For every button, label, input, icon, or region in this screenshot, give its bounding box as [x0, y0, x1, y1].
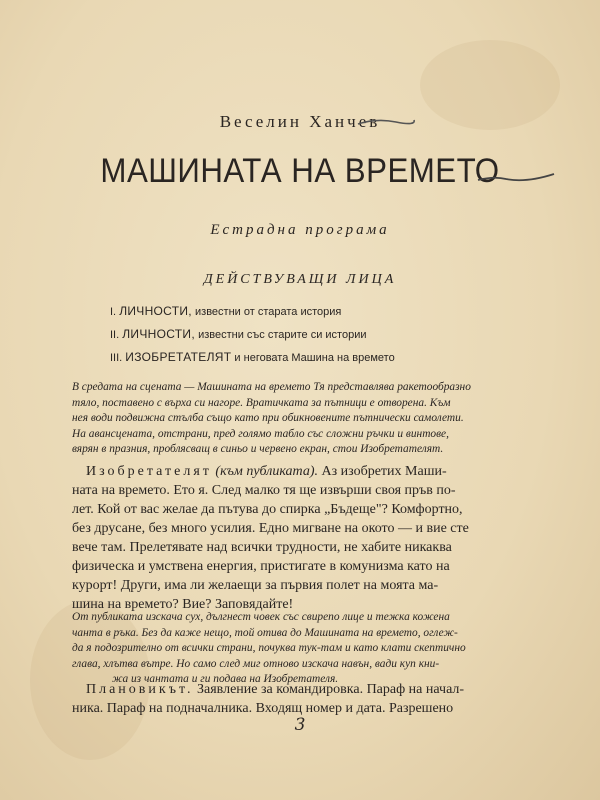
cast-item: [110, 346, 395, 369]
stage-direction-line: чанта в ръка. Без да каже нещо, той отива до Машината на времето, оглеж-: [72, 626, 458, 639]
author-name: Веселин Ханчев: [219, 112, 381, 131]
speech-line: курорт! Други, има ли желаещи за първия полет на моята ма-: [72, 578, 439, 593]
stage-direction-line: нея води подвижна стълба също като при обикновените пътнически самолети.: [72, 412, 464, 425]
stage-direction-line: да я подозрително от всички страни, почуква тук-там и като клати скептично: [72, 642, 466, 655]
cast-description: известни от старата история: [195, 306, 342, 318]
stage-direction-line: На авансцената, отстрани, пред голямо табло със сложни ръчки и винтове,: [72, 427, 449, 440]
cast-item: [110, 300, 395, 323]
cast-role: ЛИЧНОСТИ,: [122, 327, 195, 341]
cast-role: ИЗОБРЕТАТЕЛЯТ: [125, 350, 232, 364]
speech-line: ника. Параф на подначалника. Входящ номер и дата. Разрешено: [72, 701, 454, 716]
speech-line: физическа и умствена енергия, пристигате в комунизма като на: [72, 559, 450, 574]
speech-line: лет. Кой от вас желае да пътува до спирка „Бъдеще"? Комфортно,: [72, 502, 463, 517]
stage-direction-line: глава, хлътва вътре. Но само след миг отново изскача навън, вади куп кни-: [72, 657, 440, 670]
cast-list: [110, 300, 395, 369]
stage-direction-line: жа из чантата и ги подава на Изобретателя.: [112, 673, 339, 686]
speaker-name: Изобретателят: [86, 464, 212, 479]
cast-role: ЛИЧНОСТИ,: [119, 304, 192, 318]
speech-line: шина на времето? Вие? Заповядайте!: [72, 597, 294, 612]
page-title: МАШИНАТА НА ВРЕМЕТО: [100, 152, 500, 190]
cast-description: известни със старите си истории: [198, 329, 367, 341]
stage-direction-line: От публиката изскача сух, дългнест човек със свирепо лице и тежка кожена: [72, 611, 450, 623]
pen-stroke-mark: [476, 166, 556, 196]
speaker-name: Плановикът.: [86, 682, 194, 697]
cast-item: [110, 323, 395, 346]
cast-number: I.: [110, 306, 117, 318]
cast-heading: ДЕЙСТВУВАЩИ ЛИЦА: [203, 272, 397, 287]
cast-number: II.: [110, 329, 120, 341]
speech-line: Изобретателят (към публиката). Аз изобретих Маши-: [86, 464, 447, 479]
speech-line: Плановикът. Заявление за командировка. Параф на начал-: [86, 682, 465, 697]
page-number: 3: [294, 715, 306, 735]
cast-number: III.: [110, 352, 123, 364]
pen-underline-mark: [356, 110, 416, 134]
speech-2: [72, 680, 552, 718]
cast-description: и неговата Машина на времето: [234, 352, 395, 364]
speech-line: ната на времето. Ето я. След малко тя ще извърши своя пръв по-: [72, 483, 456, 498]
stage-direction-2: [72, 610, 542, 688]
subtitle: Естрадна програма: [210, 222, 390, 238]
speech-line: без друсане, без много усилия. Едно мигване на окото — и вие сте: [72, 521, 469, 536]
speech-1: [72, 462, 552, 614]
speech-aside: (към публиката).: [215, 464, 318, 479]
stage-direction-1: [72, 380, 542, 458]
stage-direction-line: вярян в празния, проблясващ в синьо и червено екран, стои Изобретателят.: [72, 443, 444, 456]
stage-direction-line: тяло, поставено с върха си нагоре. Вратичката за пътници е отворена. Към: [72, 396, 451, 409]
speech-line: вече там. Прелетявате над всички трудности, не хабите никаква: [72, 540, 452, 555]
stage-direction-line: В средата на сцената — Машината на времето Тя представлява ракетообразно: [72, 381, 471, 393]
